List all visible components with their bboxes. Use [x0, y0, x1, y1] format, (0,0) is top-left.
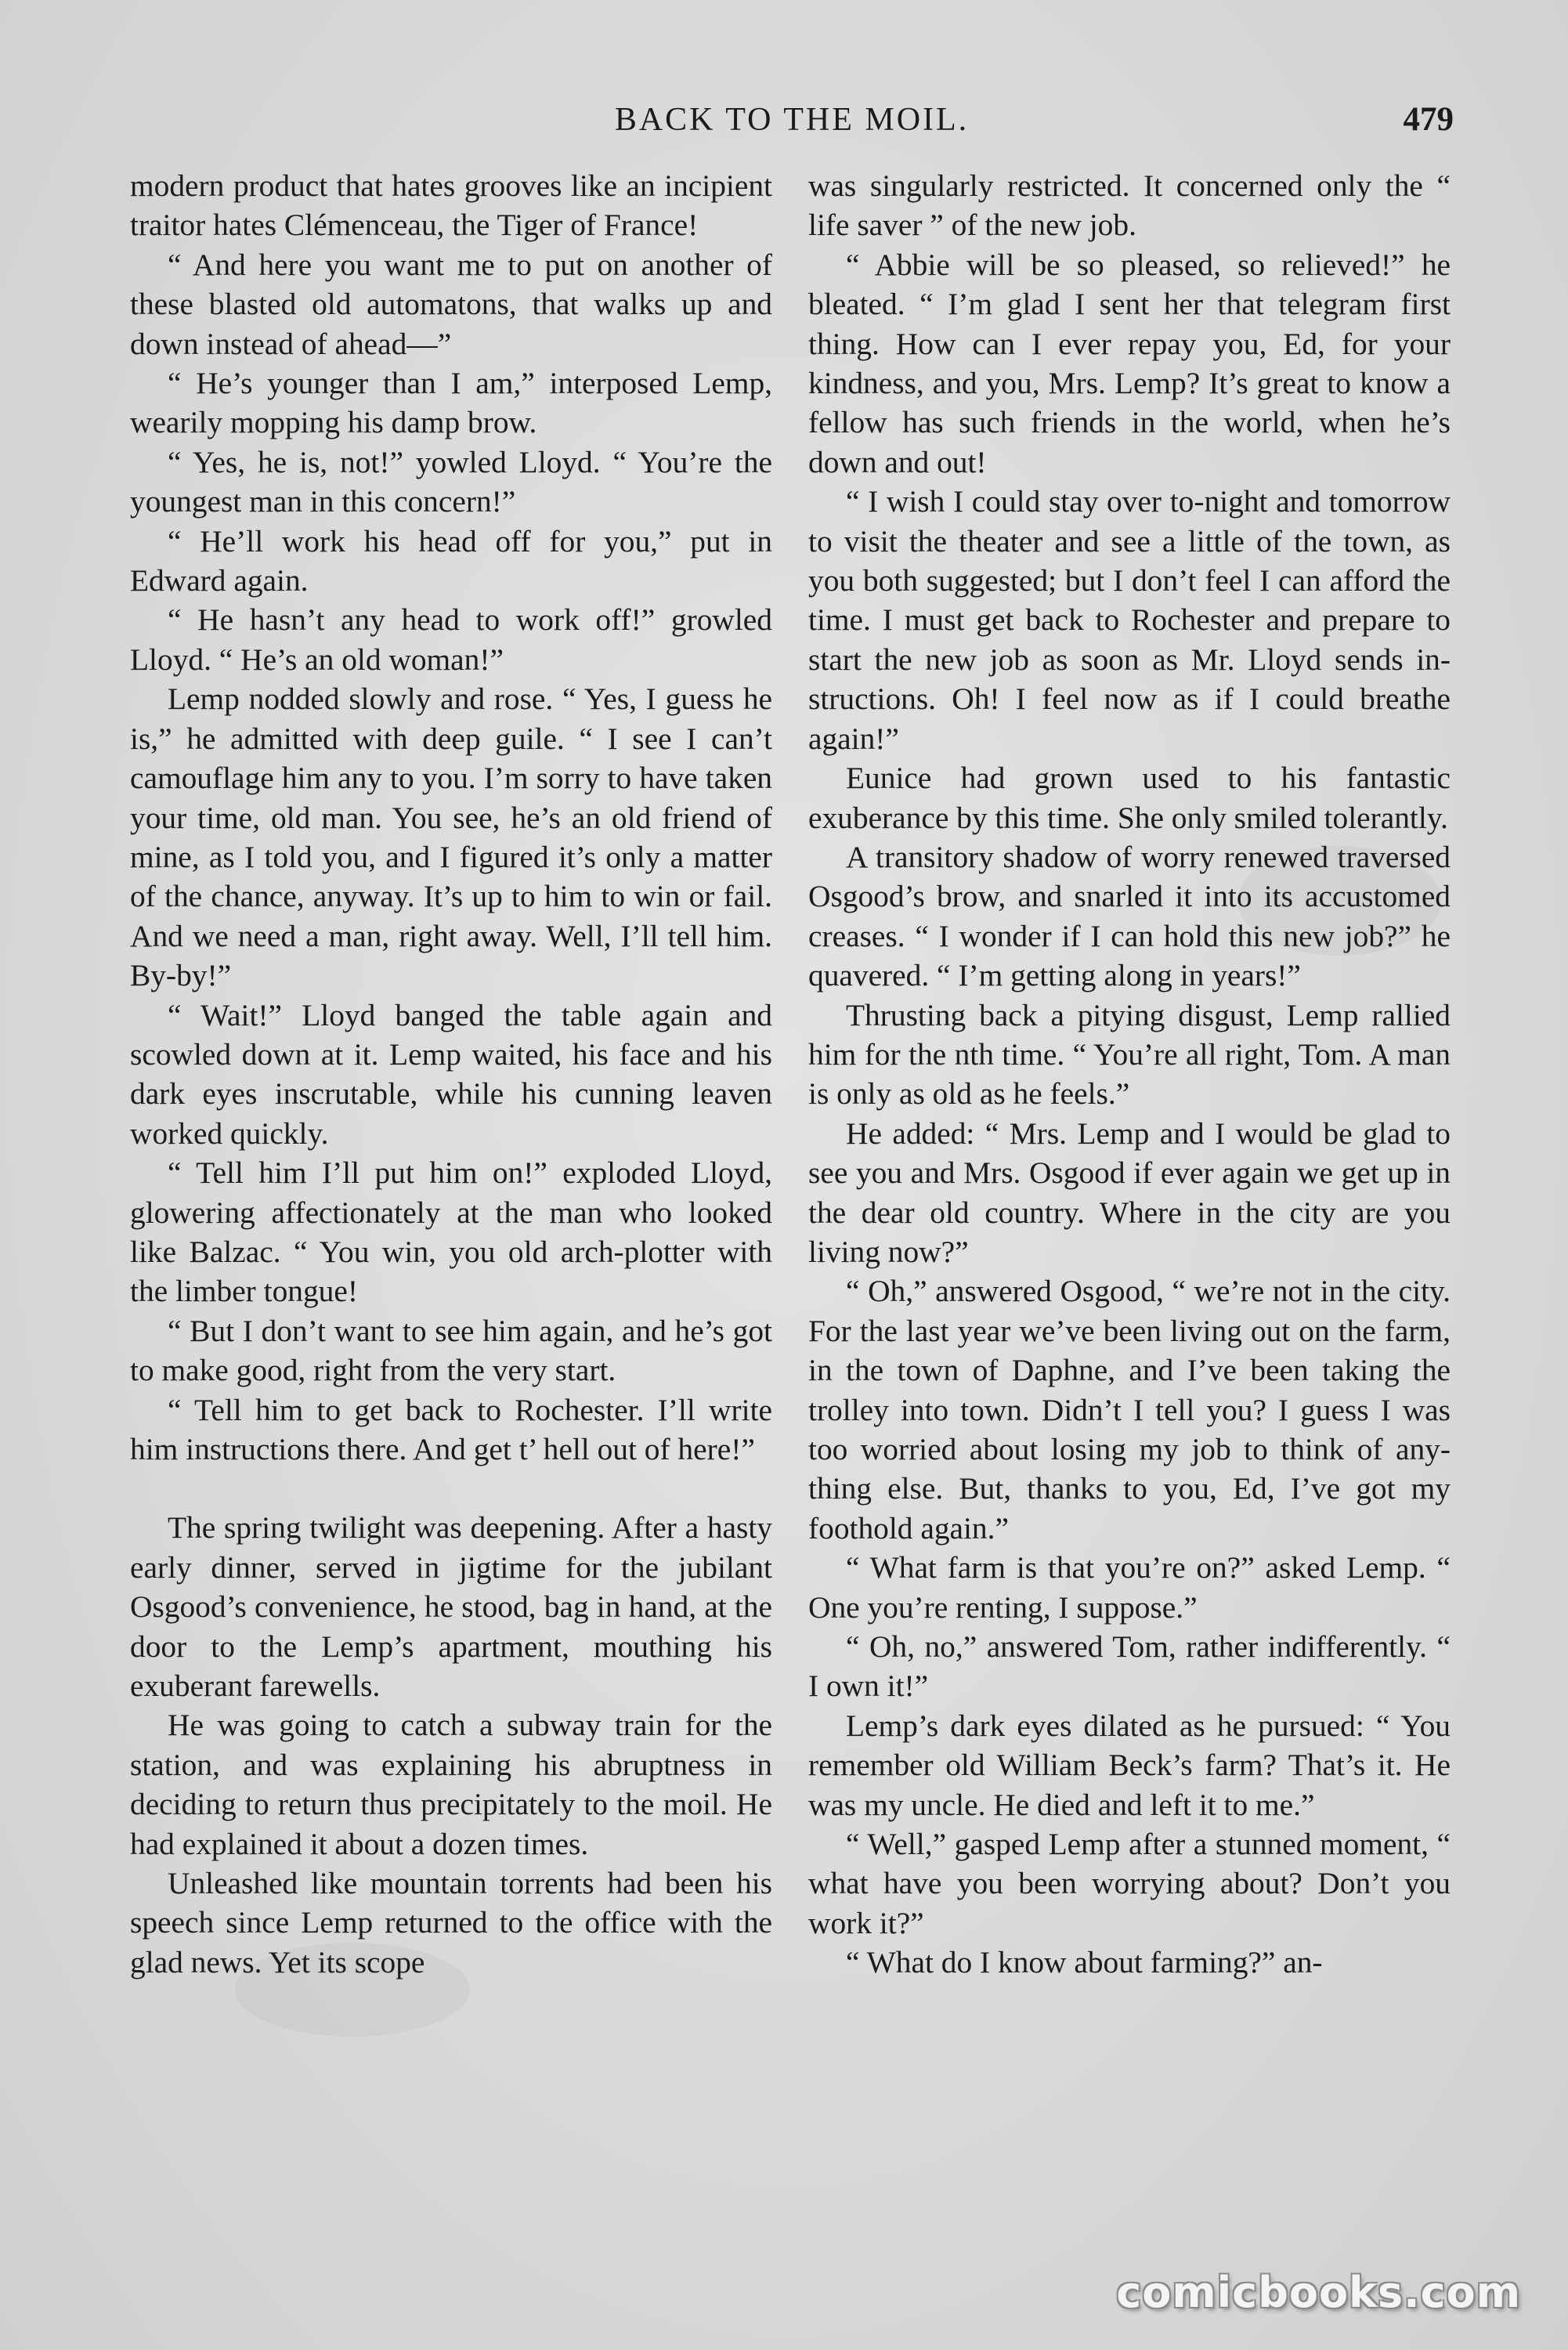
paragraph: Lemp nodded slowly and rose. “ Yes, I guess he is,” he admitted with deep guile. “ I see I can’t camouflage him any to you. I’m sorry to have taken your time, old man. You see, he’s an old friend of mine, as I told you, and I figured it’s only a matter of the chance, anyway. It’s up to him to win or fail. And we need a man, right away. Well, I’ll tell him. By-by!” — [130, 682, 772, 993]
paragraph: A transitory shadow of worry renewed traversed Osgood’s brow, and snarled it into its accustomed creases. “ I wonder if I can hold this new job?” he quavered. “ I’m getting along in years!” — [808, 839, 1451, 993]
paragraph: modern product that hates grooves like an incipient traitor hates Clémenceau, the Tiger of France! — [130, 168, 772, 243]
paragraph: “ What farm is that you’re on?” asked Lemp. “ One you’re renting, I suppose.” — [808, 1550, 1451, 1625]
paragraph: “ Tell him to get back to Rochester. I’ll write him instructions there. And get t’ hell out of here!” — [130, 1392, 772, 1466]
paragraph: Thrusting back a pitying disgust, Lemp rallied him for the nth time. “ You’re all right, Tom. A man is only as old as he feels.” — [808, 997, 1451, 1112]
paragraph: “ Well,” gasped Lemp after a stunned moment, “ what have you been worrying about? Don’t you work it?” — [808, 1827, 1451, 1940]
paragraph: was singularly restricted. It concerned only the “ life saver ” of the new job. — [808, 168, 1451, 243]
paragraph: “ Wait!” Lloyd banged the table again and scowled down at it. Lemp waited, his face and his dark eyes inscrutable, while his cunning leaven worked quickly. — [130, 997, 772, 1151]
paragraph: “ I wish I could stay over to-night and tomorrow to visit the theater and see a little of the town, as you both suggested; but I don’t feel I can afford the time. I must get back to Rochester and prepare to start the new job as soon as Mr. Lloyd sends instructions. Oh! I feel now as if I could breathe again!” — [808, 484, 1451, 756]
paragraph: “ He’s younger than I am,” interposed Lemp, wearily mopping his damp brow. — [130, 366, 772, 440]
paragraph: Lemp’s dark eyes dilated as he pursued: “ You remember old William Beck’s farm? That’s it. He was my uncle. He died and left it to me.” — [808, 1708, 1451, 1822]
paragraph: “ And here you want me to put on another of these blasted old automatons, that walks up and down instead of ahead—” — [130, 247, 772, 361]
paragraph: “ But I don’t want to see him again, and he’s got to make good, right from the very start. — [130, 1313, 772, 1388]
paragraph: Unleashed like mountain torrents had been his speech since Lemp returned to the office with the glad news. Yet its scope — [130, 1866, 772, 1979]
paragraph: “ Tell him I’ll put him on!” exploded Lloyd, glowering affectionately at the man who looked like Balzac. “ You win, you old arch-plotter with the limber tongue! — [130, 1155, 772, 1309]
paragraph: The spring twilight was deepening. After a hasty early dinner, served in jigtime for the jubilant Osgood’s convenience, he stood, bag in hand, at the door to the Lemp’s apartment, mouthing his exuberant farewells. — [130, 1510, 772, 1704]
paragraph: He added: “ Mrs. Lemp and I would be glad to see you and Mrs. Osgood if ever again we get up in the dear old country. Where in the city are you living now?” — [808, 1115, 1451, 1269]
page-number: 479 — [1403, 101, 1454, 138]
paragraph: He was going to catch a subway train for the station, and was explaining his abruptness in deciding to return thus precipitately to the moil. He had explained it about a dozen times. — [130, 1708, 772, 1861]
left-column — [130, 166, 772, 1982]
paragraph: “ He’ll work his head off for you,” put in Edward again. — [130, 523, 772, 598]
paragraph: Eunice had grown used to his fantastic exuberance by this time. She only smiled tolerantly. — [808, 761, 1451, 835]
page-header — [130, 92, 1454, 147]
right-column — [808, 166, 1451, 1983]
paragraph: “ He hasn’t any head to work off!” growled Lloyd. “ He’s an old woman!” — [130, 602, 772, 677]
paragraph: “ Oh,” answered Osgood, “ we’re not in the city. For the last year we’ve been living out on the farm, in the town of Daphne, and I’ve been taking the trolley into town. Didn’t I tell you? I guess I was too worried about losing my job to think of anything else. But, thanks to you, Ed, I’ve got my foothold again.” — [808, 1274, 1451, 1546]
running-title: BACK TO THE MOIL. — [614, 102, 970, 138]
paragraph: “ Abbie will be so pleased, so relieved!” he bleated. “ I’m glad I sent her that telegram first thing. How can I ever repay you, Ed, for your kindness, and you, Mrs. Lemp? It’s great to know a fellow has such friends in the world, when he’s down and out! — [808, 247, 1451, 479]
paragraph: “ Oh, no,” answered Tom, rather indifferently. “ I own it!” — [808, 1629, 1451, 1704]
paragraph: “ What do I know about farming?” an- — [846, 1945, 1323, 1980]
site-watermark: comicbooks.com — [1116, 2268, 1521, 2317]
paragraph: “ Yes, he is, not!” yowled Lloyd. “ You’re the youngest man in this concern!” — [130, 444, 772, 519]
